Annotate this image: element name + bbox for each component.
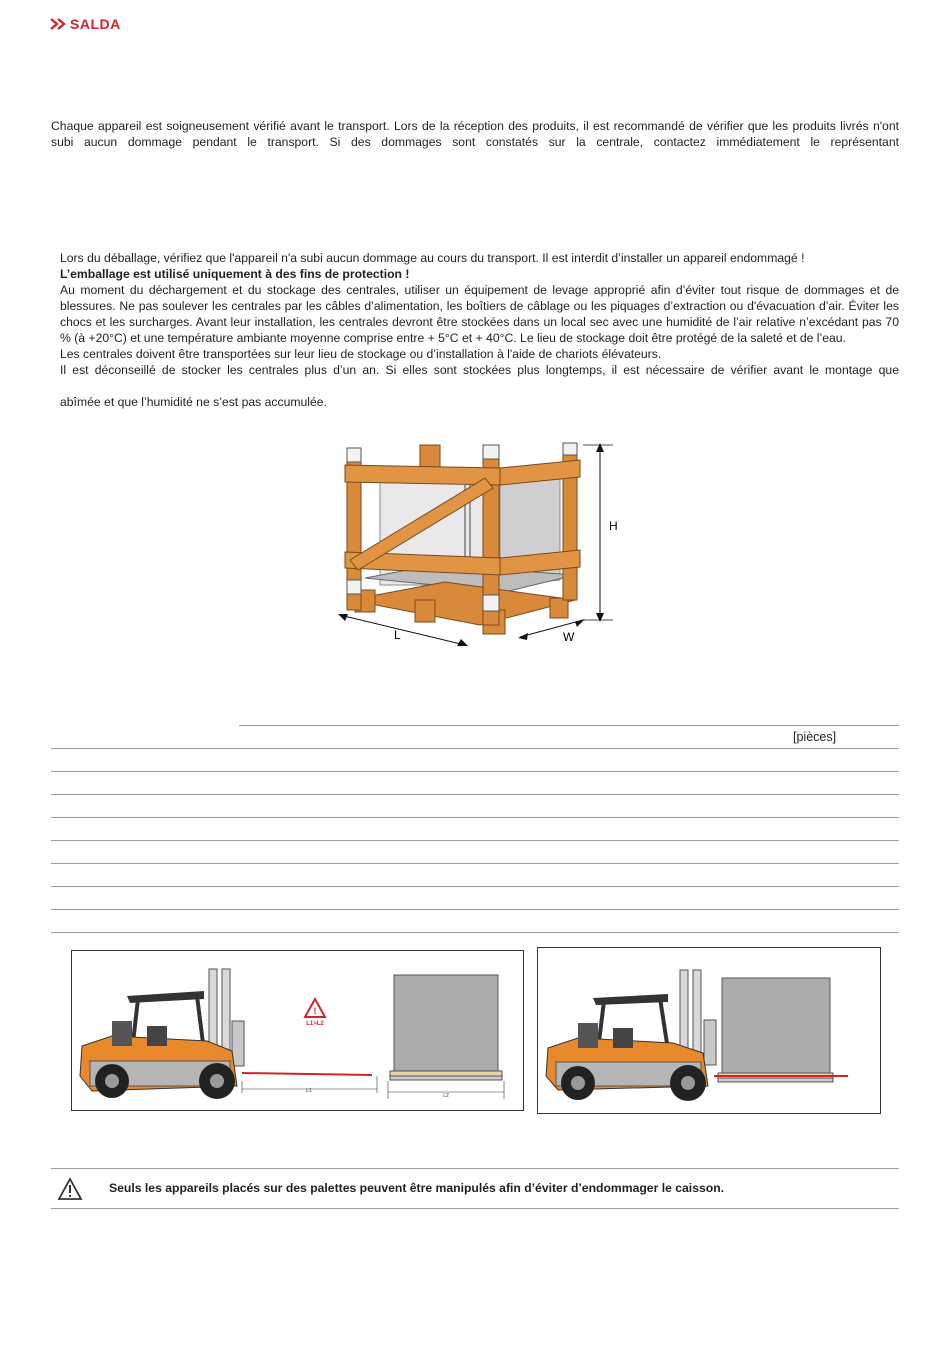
dimension-h-label: H [609,519,618,533]
unpacking-line-5: Il est déconseillé de stocker les centrales plus d’un an. Si elles sont stockées plus longtemps, il est nécessaire de vérifier avant le montage que [60,363,899,377]
table-row [51,932,899,933]
table-row [51,817,899,818]
brand-logo [50,16,121,32]
warning-text: Seuls les appareils placés sur des palettes peuvent être manipulés afin d’éviter d’endommager le caisson. [109,1181,725,1195]
warning-bottom-rule [51,1208,899,1209]
salda-logo-icon [50,18,66,30]
unpacking-line-6: abîmée et que l’humidité ne s’est pas accumulée. [60,395,327,409]
crate-illustration [325,440,625,650]
table-row [51,840,899,841]
warning-icon [57,1177,83,1201]
warning-dimension-label: L1>L2 [306,1021,324,1027]
unpacking-line-3: Au moment du déchargement et du stockage des centrales, utiliser un équipement de levage approprié afin d’éviter tout risque de dommages et de blessures. Ne pas soulever les centrales par les câbles d’alimentation, les boîtiers de câblage ou les piquages d’extraction ou d'évacuation d’air. Éviter les chocs et les surcharges. Avant leur installation, les centrales devront être stockées dans un local sec avec une humidité de l’air relative n’excédant pas 70 % (à +20°C) et une température ambiante moyenne comprise entre + 5°C et + 40°C. Le lieu de stockage doit être protégé de la saleté et de l’eau. [60,283,899,345]
dimension-w-label: W [563,630,575,644]
forklift-panel-correct [537,947,881,1114]
forklift-illustration-incorrect [72,951,523,1110]
table-row [51,794,899,795]
unpacking-line-4: Les centrales doivent être transportées sur leur lieu de stockage ou d’installation à l'aide de chariots élévateurs. [60,347,662,361]
table-row [51,909,899,910]
unpacking-line-1: Lors du déballage, vérifiez que l'appareil n'a subi aucun dommage au cours du transport. Il est interdit d’installer un appareil endommagé ! [60,251,805,265]
forklift-illustration-correct [538,948,880,1113]
table-row [51,863,899,864]
brand-name: SALDA [70,16,121,32]
intro-paragraph: Chaque appareil est soigneusement vérifié avant le transport. Lors de la réception des produits, il est recommandé de vérifier que les produits livrés n'ont subi aucun dommage pendant le transport. Si des dommages sont constatés sur la centrale, contactez immédiatement le représentant [51,119,899,149]
svg-text:!: ! [313,1006,317,1016]
table-row [51,771,899,772]
dimension-l1-label: L1 [306,1088,312,1094]
dimension-l2-label: L2 [443,1093,449,1099]
dimension-l-label: L [394,628,401,642]
unpacking-section [60,250,899,410]
warning-top-rule [51,1168,899,1169]
table-unit-header: [pièces] [793,730,837,744]
table-top-rule [239,725,899,726]
table-row [51,886,899,887]
forklift-panel-incorrect [71,950,524,1111]
unpacking-line-2: L’emballage est utilisé uniquement à des fins de protection ! [60,267,410,281]
table-row [51,748,899,749]
